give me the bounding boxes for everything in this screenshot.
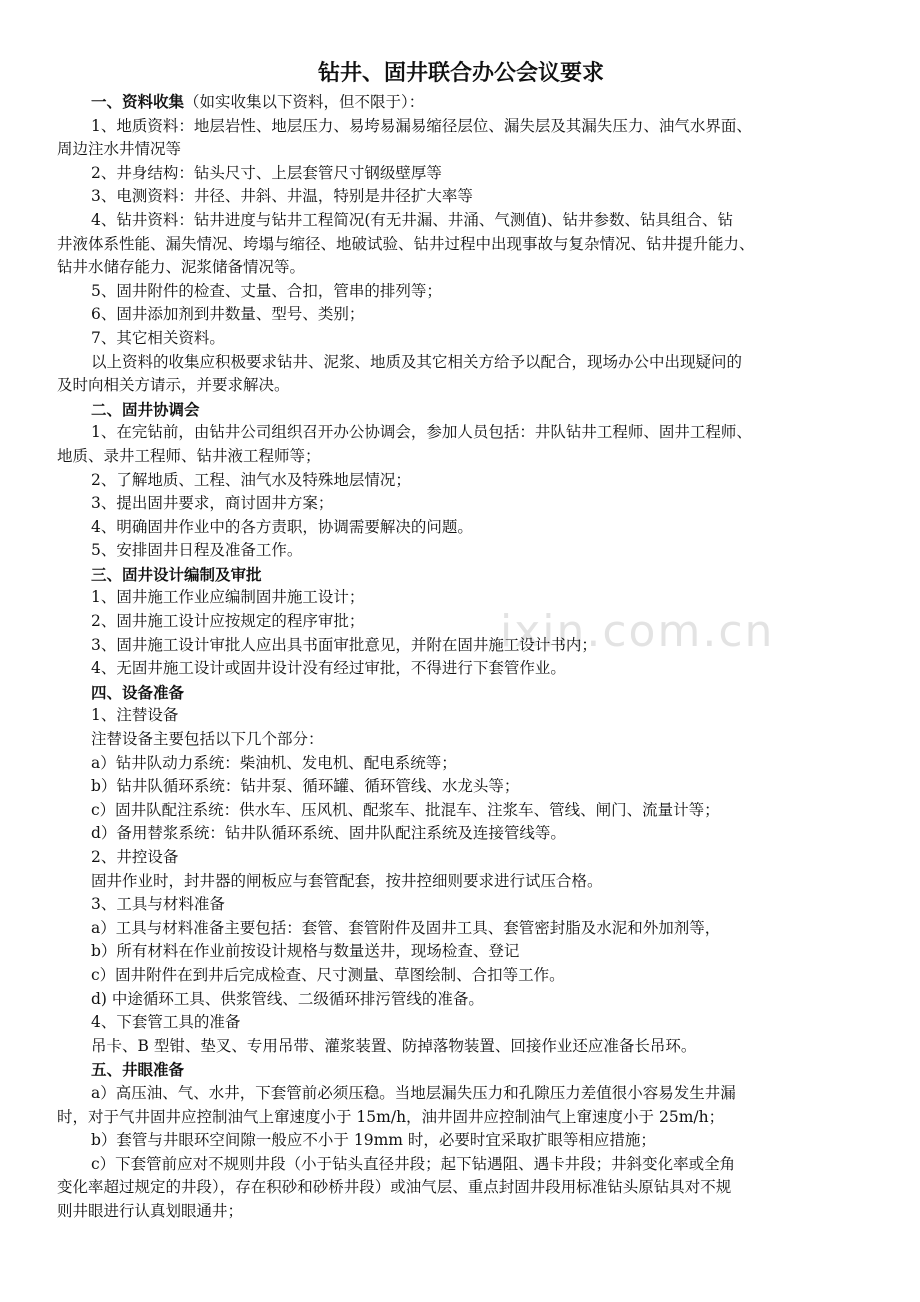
text-line: c）固井队配注系统：供水车、压风机、配浆车、批混车、注浆车、管线、闸门、流量计等； bbox=[91, 800, 720, 819]
text-line: 4、明确固井作业中的各方责职，协调需要解决的问题。 bbox=[91, 517, 473, 536]
text-line: 5、固井附件的检查、丈量、合扣，管串的排列等； bbox=[91, 281, 442, 300]
section-heading-note: （如实收集以下资料，但不限于）： bbox=[184, 93, 425, 111]
text-line: 钻井水储存能力、泥浆储备情况等。 bbox=[57, 258, 306, 277]
section-heading: 三、固井设计编制及审批 bbox=[91, 564, 262, 584]
text-line: 4、下套管工具的准备 bbox=[91, 1013, 241, 1032]
text-line: d）备用替浆系统：钻井队循环系统、固井队配注系统及连接管线等。 bbox=[91, 824, 566, 843]
text-line: 1、在完钻前，由钻井公司组织召开办公协调会，参加人员包括：井队钻井工程师、固井工程师、 bbox=[91, 423, 752, 442]
text-line: 3、提出固井要求，商讨固井方案； bbox=[91, 494, 334, 513]
text-line: 1、注替设备 bbox=[91, 706, 179, 725]
text-line: 1、固井施工作业应编制固井施工设计； bbox=[91, 588, 365, 607]
watermark: ixin.com.cn bbox=[500, 606, 775, 657]
text-line: 及时向相关方请示，并要求解决。 bbox=[57, 376, 290, 395]
text-line: 1、地质资料：地层岩性、地层压力、易垮易漏易缩径层位、漏失层及其漏失压力、油气水界面、 bbox=[91, 116, 752, 135]
document-body bbox=[57, 90, 865, 1224]
text-line: b）所有材料在作业前按设计规格与数量送井，现场检查、登记 bbox=[91, 942, 520, 961]
text-line: 注替设备主要包括以下几个部分： bbox=[91, 730, 324, 749]
section-heading bbox=[57, 90, 865, 115]
text-line: 3、工具与材料准备 bbox=[91, 895, 225, 914]
text-line: b）钻井队循环系统：钻井泵、循环罐、循环管线、水龙头等； bbox=[91, 777, 520, 796]
document-title: 钻井、固井联合办公会议要求 bbox=[317, 60, 604, 86]
text-line: a）钻井队动力系统：柴油机、发电机、配电系统等； bbox=[91, 753, 457, 772]
text-line: c）下套管前应对不规则井段（小于钻头直径井段；起下钻遇阻、遇卡井段；井斜变化率或全角 bbox=[91, 1154, 736, 1173]
text-line: 6、固井添加剂到井数量、型号、类别； bbox=[91, 305, 365, 324]
text-line: 2、了解地质、工程、油气水及特殊地层情况； bbox=[91, 470, 411, 489]
text-line: 4、钻井资料：钻井进度与钻井工程简况(有无井漏、井涌、气测值)、钻井参数、钻具组合、钻 bbox=[91, 210, 733, 229]
section-heading: 二、固井协调会 bbox=[91, 399, 200, 419]
text-line: 5、安排固井日程及准备工作。 bbox=[91, 541, 303, 560]
text-line: 2、固井施工设计应按规定的程序审批； bbox=[91, 612, 365, 631]
text-line: 2、井身结构：钻头尺寸、上层套管尺寸钢级壁厚等 bbox=[91, 163, 442, 182]
text-line: 3、固井施工设计审批人应出具书面审批意见，并附在固井施工设计书内； bbox=[91, 635, 597, 654]
text-line: 则井眼进行认真划眼通井； bbox=[57, 1201, 244, 1220]
text-line: d) 中途循环工具、供浆管线、二级循环排污管线的准备。 bbox=[91, 989, 484, 1008]
section-heading: 五、井眼准备 bbox=[91, 1060, 185, 1080]
text-line: c）固井附件在到井后完成检查、尺寸测量、草图绘制、合扣等工作。 bbox=[91, 965, 565, 984]
text-line: 井液体系性能、漏失情况、垮塌与缩径、地破试验、钻井过程中出现事故与复杂情况、钻井提升能力、 bbox=[57, 234, 755, 253]
text-line: 时，对于气井固井应控制油气上窜速度小于 15m/h，油井固井应控制油气上窜速度小于 25m/h； bbox=[57, 1107, 725, 1126]
text-line: 以上资料的收集应积极要求钻井、泥浆、地质及其它相关方给予以配合，现场办公中出现疑问的 bbox=[91, 352, 743, 371]
text-line: a）高压油、气、水井，下套管前必须压稳。当地层漏失压力和孔隙压力差值很小容易发生井漏 bbox=[91, 1083, 736, 1102]
text-line: 吊卡、B 型钳、垫叉、专用吊带、灌浆装置、防掉落物装置、回接作业还应准备长吊环。 bbox=[91, 1036, 697, 1055]
text-line: 4、无固井施工设计或固井设计没有经过审批，不得进行下套管作业。 bbox=[91, 659, 566, 678]
text-line: 固井作业时，封井器的闸板应与套管配套，按井控细则要求进行试压合格。 bbox=[91, 871, 603, 890]
text-line: a）工具与材料准备主要包括：套管、套管附件及固井工具、套管密封脂及水泥和外加剂等， bbox=[91, 918, 721, 937]
text-line: 2、井控设备 bbox=[91, 848, 179, 866]
text-line: 周边注水井情况等 bbox=[57, 140, 182, 159]
text-line: b）套管与井眼环空间隙一般应不小于 19mm 时，必要时宜采取扩眼等相应措施； bbox=[91, 1131, 656, 1150]
text-line: 3、电测资料：井径、井斜、井温，特别是井径扩大率等 bbox=[91, 187, 473, 206]
text-line: 地质、录井工程师、钻井液工程师等； bbox=[57, 446, 321, 465]
text-line: 7、其它相关资料。 bbox=[91, 328, 225, 347]
document-page bbox=[57, 56, 865, 1224]
text-line: 变化率超过规定的井段），存在积砂和砂桥井段）或油气层、重点封固井段用标准钻头原钻具对不规 bbox=[57, 1178, 732, 1197]
section-heading-label: 一、资料收集 bbox=[91, 92, 185, 111]
section-heading: 四、设备准备 bbox=[91, 682, 185, 702]
